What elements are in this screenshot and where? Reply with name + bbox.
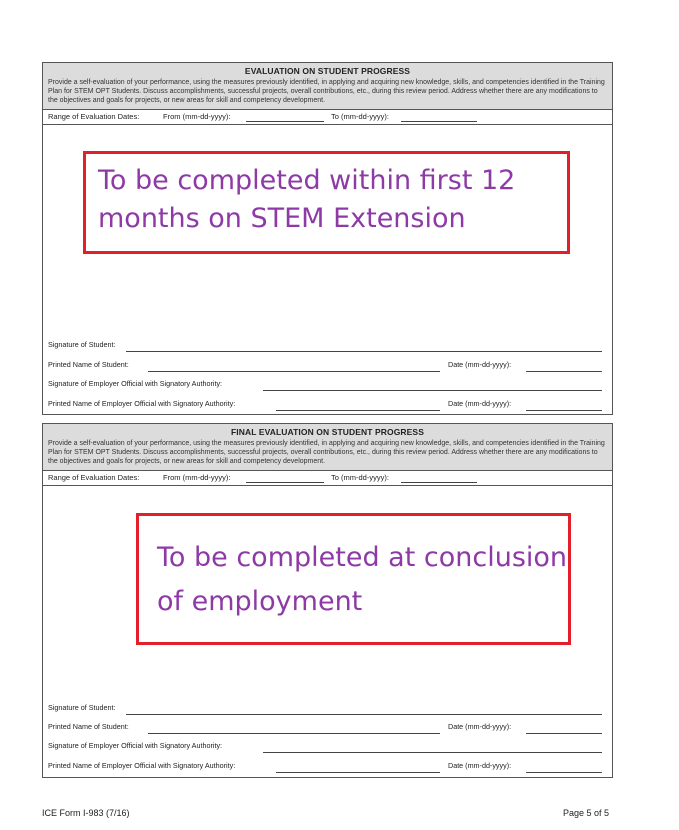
from-label: From (mm-dd-yyyy): bbox=[163, 112, 231, 121]
to-date-field[interactable] bbox=[401, 121, 477, 122]
from-date-field[interactable] bbox=[246, 121, 324, 122]
student-name-row bbox=[48, 722, 602, 734]
student-name-field[interactable] bbox=[148, 733, 440, 734]
student-signature-row bbox=[48, 703, 602, 715]
employer-date-field[interactable] bbox=[526, 410, 602, 411]
student-name-field[interactable] bbox=[148, 371, 440, 372]
student-name-label: Printed Name of Student: bbox=[48, 722, 129, 731]
employer-name-label: Printed Name of Employer Official with Signatory Authority: bbox=[48, 761, 236, 770]
student-name-label: Printed Name of Student: bbox=[48, 360, 129, 369]
student-date-field[interactable] bbox=[526, 371, 602, 372]
employer-name-row bbox=[48, 761, 602, 773]
employer-signature-field[interactable] bbox=[263, 390, 602, 391]
student-signature-label: Signature of Student: bbox=[48, 340, 116, 349]
employer-signature-row bbox=[48, 741, 602, 753]
to-label: To (mm-dd-yyyy): bbox=[331, 112, 389, 121]
evaluation-date-range bbox=[43, 110, 612, 125]
employer-name-label: Printed Name of Employer Official with Signatory Authority: bbox=[48, 399, 236, 408]
employer-signature-label: Signature of Employer Official with Signatory Authority: bbox=[48, 741, 223, 750]
date-label: Date (mm-dd-yyyy): bbox=[448, 360, 512, 369]
from-date-field[interactable] bbox=[246, 482, 324, 483]
employer-name-row bbox=[48, 399, 602, 411]
date-label: Date (mm-dd-yyyy): bbox=[448, 399, 512, 408]
employer-signature-row bbox=[48, 379, 602, 391]
range-label: Range of Evaluation Dates: bbox=[48, 112, 140, 121]
page-number: Page 5 of 5 bbox=[563, 808, 610, 818]
section-description: Provide a self-evaluation of your performance, using the measures previously identified, in applying and acquiring new knowledge, skills, and competencies identified in the Training Plan for STEM OPT Students. Discuss accomplishments, successful projects, overall contributions, etc., during this review period. Address whether there are any modifications to the objectives and goals for projects, or new areas for skill and competency development. bbox=[48, 79, 605, 104]
from-label: From (mm-dd-yyyy): bbox=[163, 473, 231, 482]
employer-signature-label: Signature of Employer Official with Signatory Authority: bbox=[48, 379, 223, 388]
range-label: Range of Evaluation Dates: bbox=[48, 473, 140, 482]
employer-date-field[interactable] bbox=[526, 772, 602, 773]
employer-signature-field[interactable] bbox=[263, 752, 602, 753]
student-name-row bbox=[48, 360, 602, 372]
date-label: Date (mm-dd-yyyy): bbox=[448, 722, 512, 731]
section-header bbox=[43, 63, 612, 110]
form-id: ICE Form I-983 (7/16) bbox=[42, 808, 130, 818]
employer-name-field[interactable] bbox=[276, 410, 440, 411]
to-date-field[interactable] bbox=[401, 482, 477, 483]
to-label: To (mm-dd-yyyy): bbox=[331, 473, 389, 482]
student-signature-row bbox=[48, 340, 602, 352]
annotation-callout-conclusion: To be completed at conclusion of employment bbox=[136, 513, 571, 645]
student-date-field[interactable] bbox=[526, 733, 602, 734]
annotation-callout-first-12-months: To be completed within first 12 months on STEM Extension bbox=[83, 151, 570, 254]
date-label: Date (mm-dd-yyyy): bbox=[448, 761, 512, 770]
student-signature-label: Signature of Student: bbox=[48, 703, 116, 712]
evaluation-date-range bbox=[43, 471, 612, 486]
section-title: FINAL EVALUATION ON STUDENT PROGRESS bbox=[231, 427, 424, 437]
section-description: Provide a self-evaluation of your performance, using the measures previously identified, in applying and acquiring new knowledge, skills, and competencies identified in the Training Plan for STEM OPT Students. Discuss accomplishments, successful projects, overall contributions, etc., during this review period. Address whether there are any modifications to the objectives and goals for projects, or new areas for skill and competency development. bbox=[48, 440, 605, 465]
employer-name-field[interactable] bbox=[276, 772, 440, 773]
section-title: EVALUATION ON STUDENT PROGRESS bbox=[244, 66, 411, 76]
section-header bbox=[43, 424, 612, 471]
student-signature-field[interactable] bbox=[126, 351, 602, 352]
student-signature-field[interactable] bbox=[126, 714, 602, 715]
